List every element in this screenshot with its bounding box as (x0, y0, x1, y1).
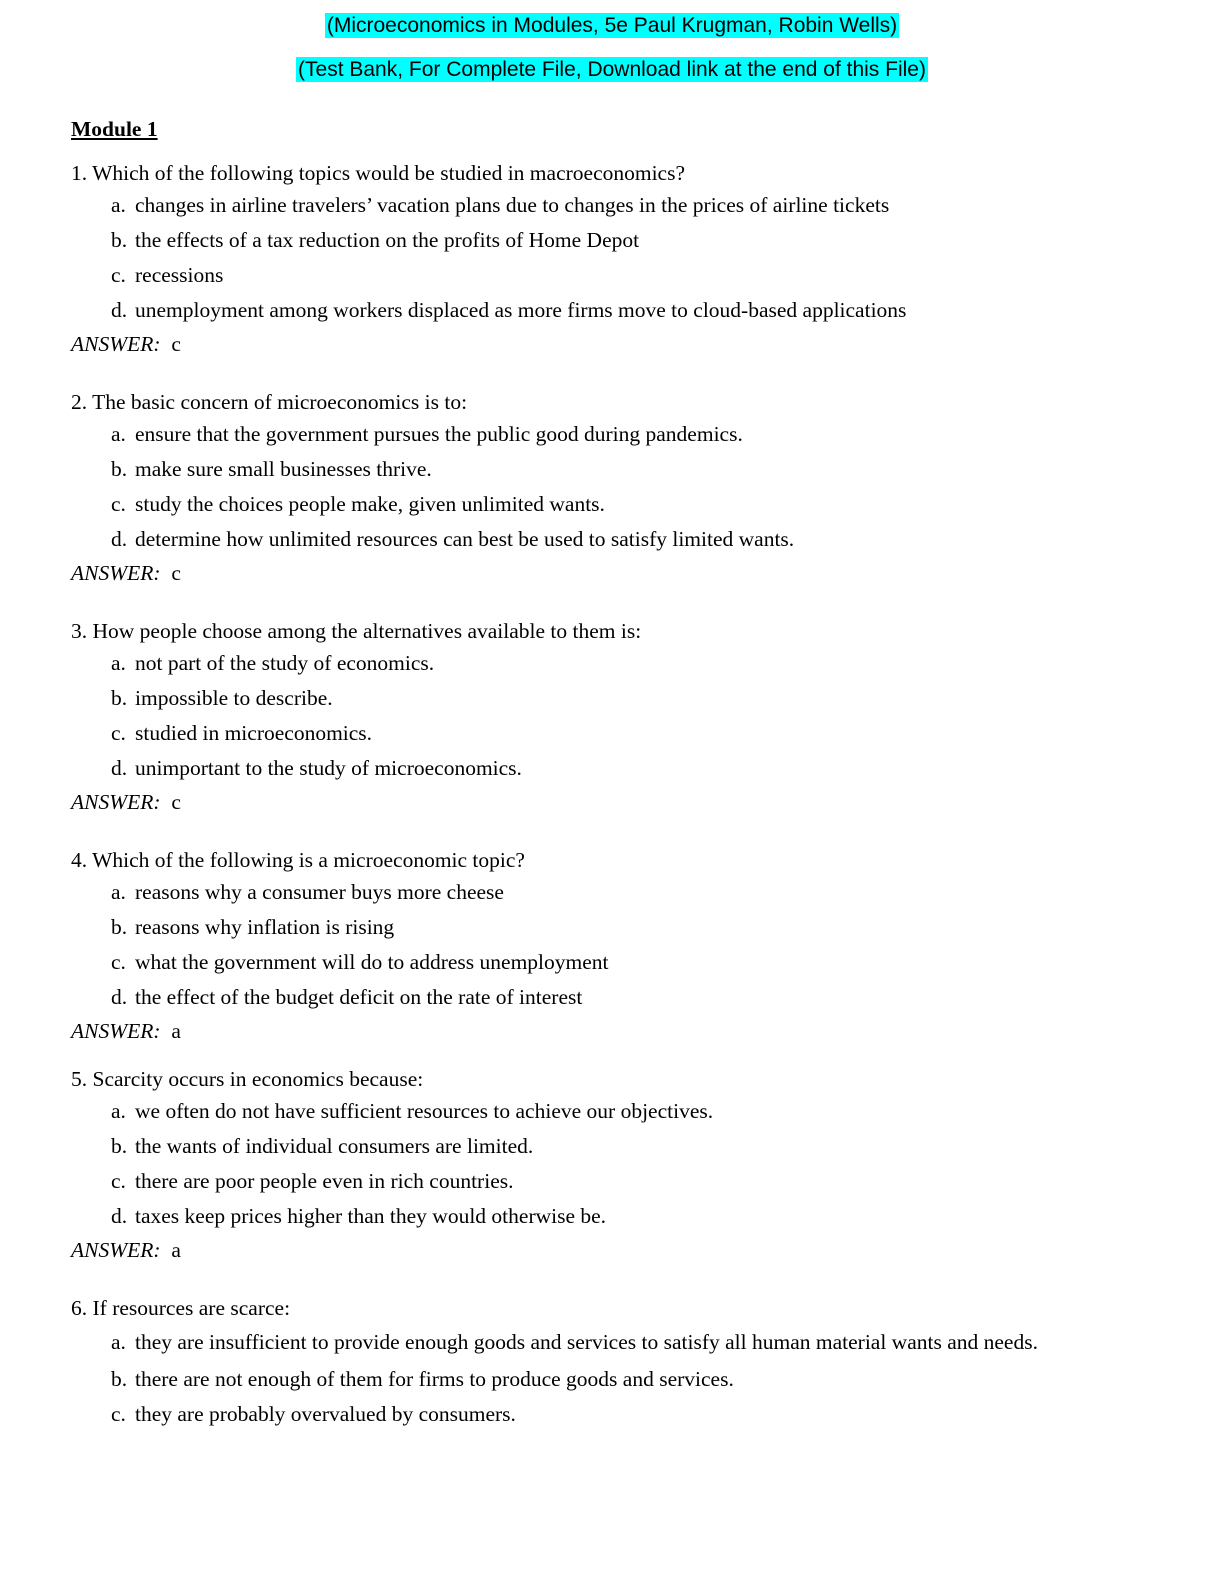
option-letter: c. (111, 1169, 126, 1193)
option-letter: c. (111, 1402, 126, 1426)
option-c (71, 720, 1151, 746)
option-letter: b. (111, 1134, 128, 1158)
option-text: unimportant to the study of microeconomics. (135, 756, 522, 780)
option-d (71, 297, 1151, 323)
option-letter: c. (111, 263, 126, 287)
answer-label: ANSWER: (71, 1019, 161, 1043)
question-stem: 5. Scarcity occurs in economics because: (71, 1067, 424, 1091)
option-text: changes in airline travelers’ vacation plans due to changes in the prices of airline tickets (135, 193, 890, 217)
question-stem: 1. Which of the following topics would be studied in macroeconomics? (71, 161, 686, 185)
option-text: the wants of individual consumers are limited. (135, 1134, 534, 1158)
answer-line (71, 1237, 1151, 1263)
option-list (71, 650, 1151, 781)
option-c (71, 1168, 1151, 1194)
option-text: ensure that the government pursues the public good during pandemics. (135, 422, 743, 446)
option-text: reasons why inflation is rising (135, 915, 395, 939)
option-letter: d. (111, 1204, 128, 1228)
option-b (71, 1366, 1151, 1392)
option-b (71, 914, 1151, 940)
option-c (71, 262, 1151, 288)
question-1 (71, 160, 1151, 357)
question-5 (71, 1066, 1151, 1263)
option-letter: d. (111, 756, 128, 780)
option-letter: a. (111, 651, 126, 675)
option-b (71, 685, 1151, 711)
option-list (71, 1098, 1151, 1229)
answer-line (71, 1018, 1151, 1044)
option-letter: a. (111, 1099, 126, 1123)
option-letter: a. (111, 193, 126, 217)
option-d (71, 984, 1151, 1010)
answer-value: a (171, 1238, 181, 1262)
option-d (71, 1203, 1151, 1229)
option-text: the effect of the budget deficit on the rate of interest (135, 985, 583, 1009)
option-text: there are not enough of them for firms to produce goods and services. (135, 1367, 734, 1391)
option-a (71, 1098, 1151, 1124)
option-b (71, 456, 1151, 482)
option-c (71, 1401, 1151, 1427)
header-download-text: (Test Bank, For Complete File, Download link at the end of this File) (298, 58, 926, 81)
option-letter: c. (111, 492, 126, 516)
option-letter: a. (111, 422, 126, 446)
option-list (71, 192, 1151, 323)
option-letter: c. (111, 950, 126, 974)
option-text: determine how unlimited resources can best be used to satisfy limited wants. (135, 527, 795, 551)
question-stem: 4. Which of the following is a microeconomic topic? (71, 848, 525, 872)
option-list (71, 421, 1151, 552)
answer-line (71, 331, 1151, 357)
header-line-title (0, 13, 1224, 39)
answer-line (71, 560, 1151, 586)
option-letter: d. (111, 985, 128, 1009)
answer-value: c (171, 561, 181, 585)
option-letter: b. (111, 686, 128, 710)
option-letter: b. (111, 1367, 128, 1391)
option-a (71, 421, 1151, 447)
header-line-download (0, 57, 1224, 83)
option-a (71, 1327, 1151, 1357)
answer-label: ANSWER: (71, 1238, 161, 1262)
option-a (71, 879, 1151, 905)
option-letter: b. (111, 228, 128, 252)
answer-value: a (171, 1019, 181, 1043)
answer-label: ANSWER: (71, 790, 161, 814)
option-text: not part of the study of economics. (135, 651, 435, 675)
option-b (71, 1133, 1151, 1159)
option-text: study the choices people make, given unlimited wants. (135, 492, 605, 516)
question-2 (71, 389, 1151, 586)
question-3 (71, 618, 1151, 815)
option-a (71, 192, 1151, 218)
option-list (71, 1327, 1151, 1427)
option-list (71, 879, 1151, 1010)
option-letter: c. (111, 721, 126, 745)
option-text: the effects of a tax reduction on the profits of Home Depot (135, 228, 640, 252)
option-text: they are probably overvalued by consumers. (135, 1402, 516, 1426)
option-letter: d. (111, 298, 128, 322)
option-letter: a. (111, 880, 126, 904)
option-letter: d. (111, 527, 128, 551)
option-text: recessions (135, 263, 224, 287)
option-text: we often do not have sufficient resources to achieve our objectives. (135, 1099, 714, 1123)
answer-value: c (171, 332, 181, 356)
option-d (71, 755, 1151, 781)
option-c (71, 949, 1151, 975)
answer-label: ANSWER: (71, 561, 161, 585)
option-text: impossible to describe. (135, 686, 333, 710)
option-d (71, 526, 1151, 552)
option-letter: b. (111, 457, 128, 481)
option-text: unemployment among workers displaced as more firms move to cloud-based applications (135, 298, 907, 322)
option-c (71, 491, 1151, 517)
answer-value: c (171, 790, 181, 814)
option-a (71, 650, 1151, 676)
option-letter: a. (111, 1330, 126, 1354)
question-stem: 3. How people choose among the alternatives available to them is: (71, 619, 642, 643)
option-b (71, 227, 1151, 253)
option-text: studied in microeconomics. (135, 721, 373, 745)
header-title-text: (Microeconomics in Modules, 5e Paul Krugman, Robin Wells) (326, 14, 898, 37)
option-text: make sure small businesses thrive. (135, 457, 432, 481)
option-text: what the government will do to address unemployment (135, 950, 609, 974)
option-text: taxes keep prices higher than they would otherwise be. (135, 1204, 607, 1228)
option-text: reasons why a consumer buys more cheese (135, 880, 504, 904)
answer-label: ANSWER: (71, 332, 161, 356)
question-4 (71, 847, 1151, 1044)
module-title: Module 1 (71, 117, 158, 141)
question-6 (71, 1295, 1151, 1427)
option-text: they are insufficient to provide enough goods and services to satisfy all human material wants and needs. (135, 1330, 1038, 1354)
answer-line (71, 789, 1151, 815)
option-text: there are poor people even in rich countries. (135, 1169, 514, 1193)
question-stem: 2. The basic concern of microeconomics is to: (71, 390, 468, 414)
option-letter: b. (111, 915, 128, 939)
question-stem: 6. If resources are scarce: (71, 1296, 291, 1320)
